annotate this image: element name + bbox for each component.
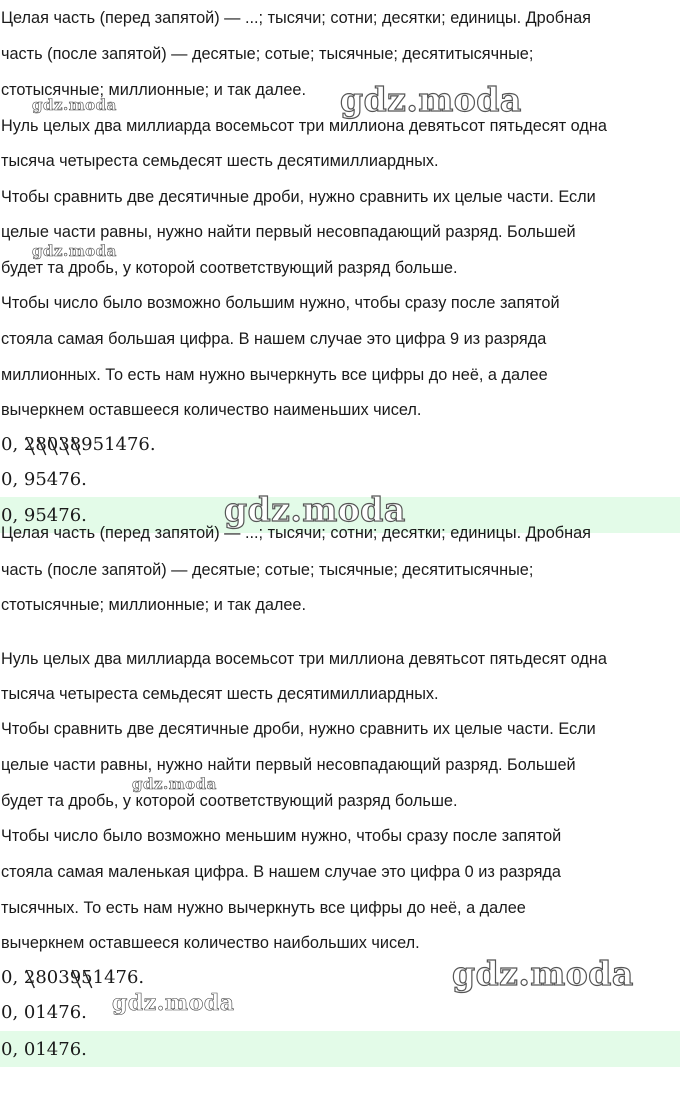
s1-p4-line2: стояла самая большая цифра. В нашем случае это цифра 9 из разряда bbox=[1, 330, 547, 348]
s2-answer-box bbox=[0, 1031, 680, 1067]
s2-p3-line1: Чтобы сравнить две десятичные дроби, нужно сравнить их целые части. Если bbox=[1, 720, 596, 738]
s1-p4-line1: Чтобы число было возможно большим нужно, чтобы сразу после запятой bbox=[1, 294, 560, 312]
watermark-logo: gdz.moda bbox=[32, 96, 117, 114]
s1-p4-line3: миллионных. То есть нам нужно вычеркнуть все цифры до неё, а далее bbox=[1, 366, 548, 384]
s2-p4-line2: стояла самая маленькая цифра. В нашем случае это цифра 0 из разряда bbox=[1, 863, 561, 881]
watermark-logo: gdz.moda bbox=[112, 990, 235, 1016]
s2-p4-line1: Чтобы число было возможно меньшим нужно, чтобы сразу после запятой bbox=[1, 827, 562, 845]
s2-answer: 0, 01476. bbox=[1, 1039, 87, 1060]
s2-p4-line3: тысячных. То есть нам нужно вычеркнуть все цифры до неё, а далее bbox=[1, 899, 526, 917]
s1-p2-line2: тысяча четыреста семьдесят шесть десятимиллиардных. bbox=[1, 152, 439, 170]
watermark-logo: gdz.moda bbox=[32, 242, 117, 260]
s2-result-number: 0, 01476. bbox=[1, 1002, 87, 1023]
s1-p1-line1: Целая часть (перед запятой) — ...; тысячи; сотни; десятки; единицы. Дробная bbox=[1, 9, 591, 27]
s2-struck-digit-b: 95 bbox=[69, 967, 93, 988]
s1-p3-line1: Чтобы сравнить две десятичные дроби, нужно сравнить их целые части. Если bbox=[1, 188, 596, 206]
s1-p3-line2: целые части равны, нужно найти первый несовпадающий разряд. Большей bbox=[1, 223, 576, 241]
s1-struck-digits: 28038 bbox=[23, 434, 82, 455]
s1-p1-line2: часть (после запятой) — десятые; сотые; тысячные; десятитысячные; bbox=[1, 45, 534, 63]
s1-p1-line3: стотысячные; миллионные; и так далее. bbox=[1, 81, 307, 99]
s2-p3-line3: будет та дробь, у которой соответствующий разряд больше. bbox=[1, 792, 458, 810]
s2-crossed-number: 0, 2 80395 1476. bbox=[1, 967, 145, 988]
s1-p2-line1: Нуль целых два миллиарда восемьсот три миллиона девятьсот пятьдесят одна bbox=[1, 117, 607, 135]
watermark-logo: gdz.moda bbox=[224, 490, 406, 529]
s1-p3-line3: будет та дробь, у которой соответствующий разряд больше. bbox=[1, 259, 458, 277]
s2-p1-line1: Целая часть (перед запятой) — ...; тысячи; сотни; десятки; единицы. Дробная bbox=[1, 524, 591, 542]
s2-p4-line4: вычеркнем оставшееся количество наибольших чисел. bbox=[1, 934, 420, 952]
s2-struck-digit-a: 2 bbox=[23, 967, 36, 988]
watermark-logo: gdz.moda bbox=[340, 80, 522, 119]
s2-p2-line2: тысяча четыреста семьдесят шесть десятимиллиардных. bbox=[1, 685, 439, 703]
s2-p2-line1: Нуль целых два миллиарда восемьсот три миллиона девятьсот пятьдесят одна bbox=[1, 650, 607, 668]
watermark-logo: gdz.moda bbox=[452, 954, 634, 993]
watermark-logo: gdz.moda bbox=[132, 775, 217, 793]
s1-crossed-number: 0, 28038 951476. bbox=[1, 434, 156, 455]
s1-result-number: 0, 95476. bbox=[1, 469, 87, 490]
s2-p1-line3: стотысячные; миллионные; и так далее. bbox=[1, 596, 307, 614]
s1-answer: 0, 95476. bbox=[1, 505, 87, 526]
s1-p4-line4: вычеркнем оставшееся количество наименьших чисел. bbox=[1, 401, 422, 419]
s2-p3-line2: целые части равны, нужно найти первый несовпадающий разряд. Большей bbox=[1, 756, 576, 774]
s2-p1-line2: часть (после запятой) — десятые; сотые; тысячные; десятитысячные; bbox=[1, 561, 534, 579]
